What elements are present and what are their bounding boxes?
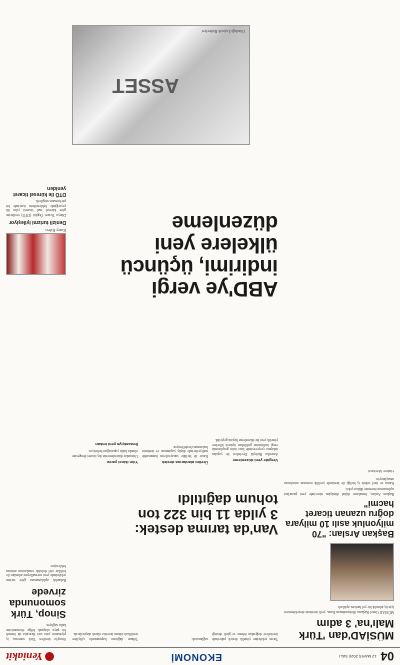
portrait-photo (330, 543, 394, 601)
article-headline: Denizli turizmi iyileşiyor (9, 219, 66, 225)
headline-line-1: Van'da tarıma destek: (134, 522, 278, 538)
page-number: 04 (380, 649, 394, 664)
article-subhead: Vergide yeni düzenleme (232, 458, 278, 463)
article-byline: Haber Merkezi (367, 469, 394, 475)
article-paragraph: Dünya Ticaret Örgütü (DTÖ) verilerine göre küresel mal ticareti yılın ilk çeyreğinde beklentilerin üzerinde bir performans sergiledi. (6, 199, 66, 217)
article-musiad (284, 251, 394, 641)
article-paragraph: Kamu ve özel sektör iş birliği ile üretimde yerlilik oranının artırılması amaçlanıyor. (284, 477, 394, 486)
article-subhead: İhracatçıya yeni imkan (95, 442, 138, 447)
section-title: EKONOMİ (170, 651, 223, 662)
article-paragraph: Karar ile birlikte sanayicilerin hammadde maliyetlerinde düşüş yaşanması ve üretimin hızlanması hedefleniyor. (142, 445, 208, 458)
article-headline: Sinop, Türk somonunda zirvede (9, 586, 66, 619)
article-body (6, 199, 66, 217)
page-header (0, 647, 400, 665)
article-sinop (6, 281, 66, 641)
article-dto (6, 20, 66, 275)
article-paragraph: Başkan Arslan, firmaların dijital dönüşüm sürecinde yeni pazarlara açılmasının önemine dikkat çekti. (284, 487, 394, 496)
article-body (284, 477, 394, 497)
photo-sign-text: ASSET (112, 74, 179, 96)
main-headline: ABD'ye vergi indirimi, üçüncü ülkelere yeni düzenleme (120, 211, 278, 300)
bottles-photo (6, 233, 66, 275)
article-main (72, 145, 278, 465)
article-paragraph: Bakanlık açıklamasına göre turizm sektöründe yeni normalleşme adımları ile birlikte otel doluluk oranlarının artması bekleniyor. (6, 564, 66, 582)
article-paragraph: Tohum dağıtımı kapsamında çiftçilere sertifikalı tohum ücretsiz olarak ulaştırılacak. (72, 632, 138, 641)
article-body (6, 623, 66, 641)
article-headline: MÜSİAD'dan 'Türk Malı'na' 3 adım (298, 617, 394, 641)
article-headline: DTÖ ile küresel ticaret yeniden (13, 185, 66, 197)
article-body (6, 564, 66, 582)
newspaper-logo (6, 651, 54, 663)
headline-line-3: tohum dağıtıldı (177, 492, 278, 508)
article-body (72, 541, 278, 641)
article-paragraph: Amerika Birleşik Devletleri ile yapılan anlaşma çerçevesinde bazı ürün gruplarında vergi indirimine gidilirken üçüncü ülkelere yönelik yeni bir düzenleme hayata geçirildi. (212, 438, 278, 456)
logo-mark-icon (45, 652, 54, 661)
article-paragraph: Uzmanlar düzenlemenin dış ticaret dengesine olumlu katkı yapacağını belirtiyor. (72, 449, 138, 458)
article-body (72, 305, 278, 465)
photo-caption: Gözdağı Lojistik Haberleri (201, 29, 245, 34)
article-van (72, 471, 278, 641)
issue-date: 12 MAYIS 2020 SALI (339, 654, 377, 659)
article-headline: Başkan Arslan: "70 milyonluk asılı 10 milyara doğru uzanan ticaret hacmi" (285, 499, 394, 539)
article-body (284, 605, 394, 614)
article-subhead: Yılın ikinci yarısı (106, 460, 138, 465)
article-paragraph: Sinop'ta üretilen Türk somonu, iç piyasanın yanı sıra ihracatta da önemli bir paya ulaşarak bölge ekonomisine katkı sağlıyor. (6, 623, 66, 641)
asset-sign-photo (72, 25, 250, 145)
newspaper-name: Yeniakit (6, 650, 43, 663)
article-paragraph: Tarım sektörüne yönelik destek paketinde üreticilere doğrudan ödeme ve girdi desteği sağlanacak. (191, 632, 278, 641)
article-subhead: Üretim alanlarına destek (161, 460, 208, 465)
headline-line-2: 3 yılda 11 bin 322 ton (137, 507, 278, 523)
photo-caption: Kuzey Kıbrıs (45, 228, 66, 233)
article-paragraph: MÜSİAD Genel Başkanı Abdurrahman Kaan, yerli üretimin desteklenmesi için üç adımlık bir yol haritası açıkladı. (284, 605, 394, 614)
